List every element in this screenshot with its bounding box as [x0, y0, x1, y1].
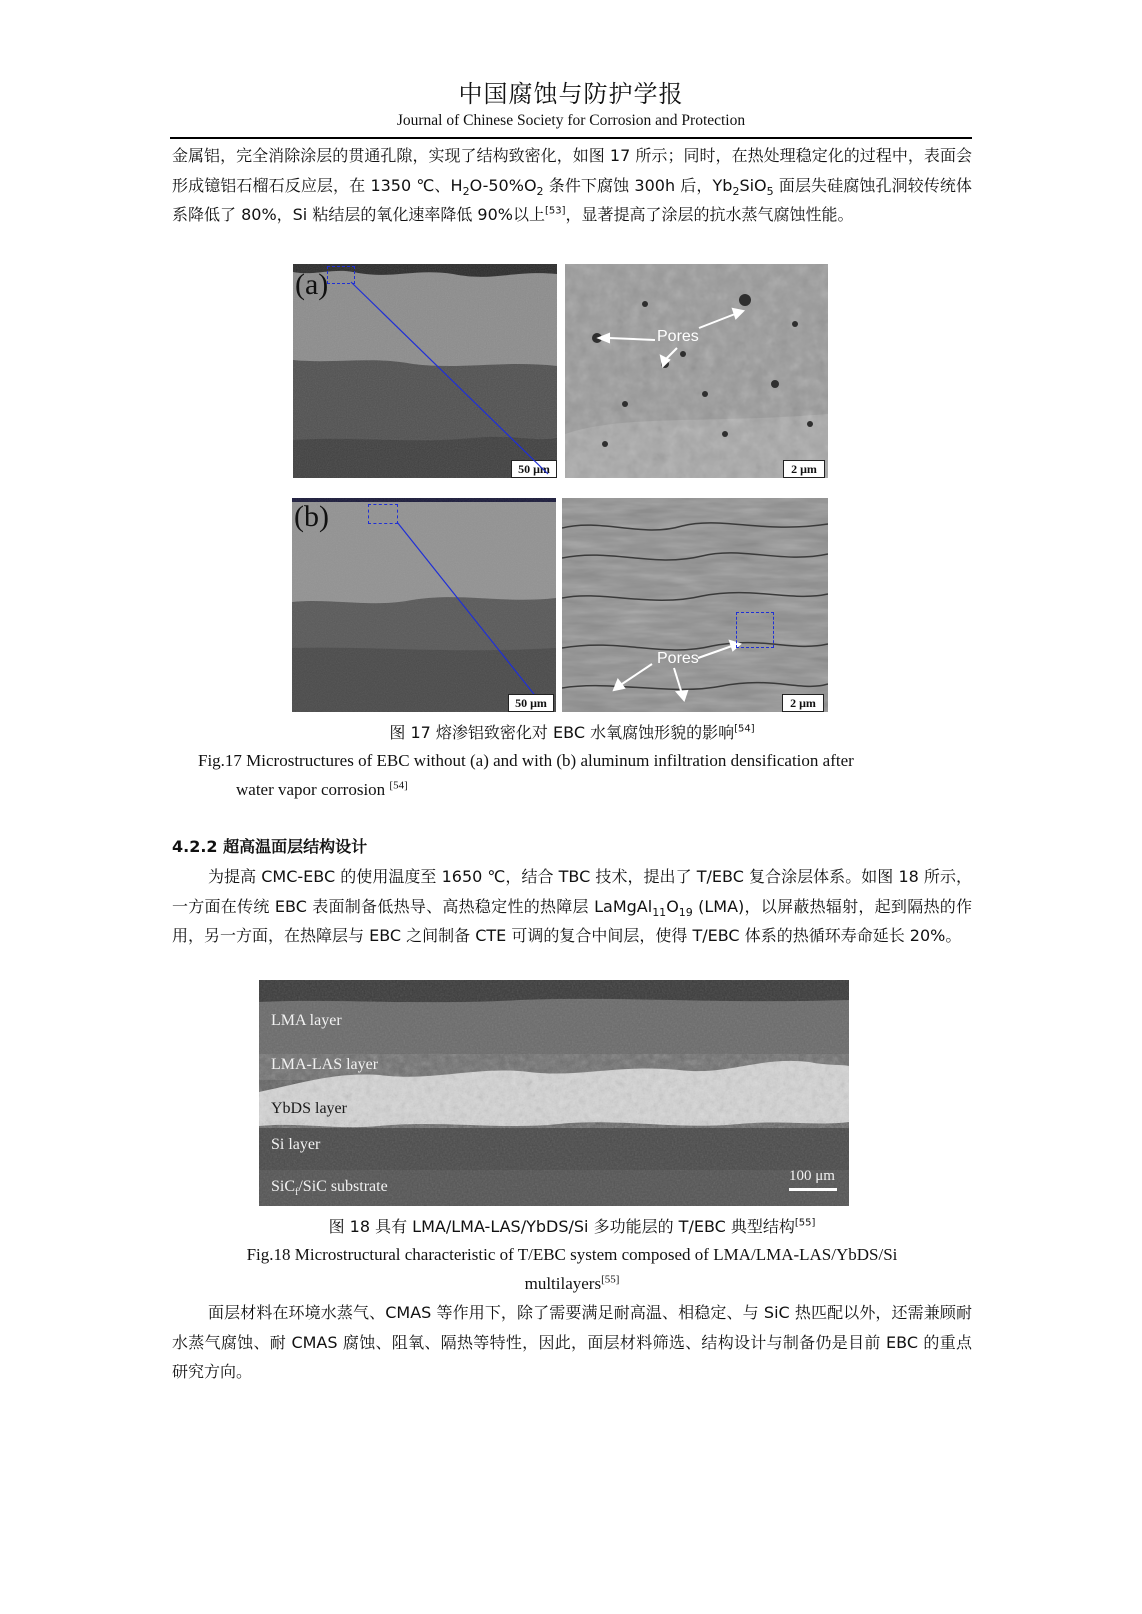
panel-letter-b: (b)	[294, 500, 329, 533]
figure17-panel-b-detail	[562, 498, 828, 712]
figure17-panel-a-detail	[565, 264, 828, 478]
scale-bar-label: 100 μm	[789, 1168, 835, 1184]
layer-label: Si layer	[271, 1136, 321, 1153]
zoom-box	[368, 504, 398, 524]
layer-label: LMA layer	[271, 1012, 342, 1029]
layer-label: SiC$_f$/SiC substrate	[271, 1178, 388, 1199]
paragraph-3: 面层材料在环境水蒸气、CMAS 等作用下，除了需要满足耐高温、相稳定、与 SiC 热匹配以外，还需兼顾耐水蒸气腐蚀、耐 CMAS 腐蚀、阻氧、隔热等特性，因此，面层材料筛选、结构设计与制备仍是目前 EBC 的重点研究方向。	[172, 1303, 972, 1381]
journal-title-cn: 中国腐蚀与防护学报	[458, 80, 684, 108]
panel-letter-a: (a)	[295, 268, 329, 301]
section-heading: 4.2.2 超高温面层结构设计	[172, 837, 368, 856]
figure17-caption-en-line2: water vapor corrosion [54]	[236, 779, 408, 799]
figure18-micrograph	[259, 980, 849, 1206]
figure17-panel-b-overview	[292, 498, 556, 712]
figure18-caption-en-line1: Fig.18 Microstructural characteristic of T/EBC system composed of LMA/LMA-LAS/YbDS/Si	[246, 1245, 898, 1264]
layer-label: YbDS layer	[271, 1100, 347, 1117]
figure17-caption-en-line1: Fig.17 Microstructures of EBC without (a) and with (b) aluminum infiltration densification after	[198, 751, 854, 770]
scale-bar: 2 μm	[783, 460, 825, 478]
header-rule	[170, 137, 972, 139]
zoom-connector	[293, 264, 557, 478]
scale-bar: 2 μm	[782, 694, 824, 712]
figure18-caption-en-line2: multilayers[55]	[524, 1273, 620, 1293]
scale-bar: 50 μm	[511, 460, 557, 478]
figure18-caption-cn: 图 18 具有 LMA/LMA-LAS/YbDS/Si 多功能层的 T/EBC 典型结构[55]	[328, 1217, 816, 1236]
figure17-caption-cn: 图 17 熔渗铝致密化对 EBC 水氧腐蚀形貌的影响[54]	[389, 723, 755, 742]
scale-bar: 50 μm	[508, 694, 554, 712]
journal-title-en: Journal of Chinese Society for Corrosion and Protection	[396, 112, 746, 129]
pores-label: Pores	[657, 328, 699, 345]
paragraph-1: 金属铝，完全消除涂层的贯通孔隙，实现了结构致密化，如图 17 所示；同时，在热处理稳定化的过程中，表面会形成镱铝石榴石反应层，在 1350 ℃、$H_2O-50\%O_2$ 条件下腐蚀 300h 后，$Yb_2SiO_5$ 面层失硅腐蚀孔洞较传统体系降低了 80%，Si 粘结层的氧化速率降低 90%以上[53]，显著提高了涂层的抗水蒸气腐蚀性能。	[172, 146, 972, 224]
pores-label: Pores	[657, 650, 699, 667]
layer-label: LMA-LAS layer	[271, 1056, 379, 1073]
zoom-box	[736, 612, 774, 648]
citation: [53]	[545, 205, 566, 217]
paragraph-2: 为提高 CMC-EBC 的使用温度至 1650 ℃，结合 TBC 技术，提出了 T/EBC 复合涂层体系。如图 18 所示，一方面在传统 EBC 表面制备低热导、高热稳定性的热障层 $LaMgAl_{11}O_{19}$ (LMA)，以屏蔽热辐射，起到隔热的作用，另一方面，在热障层与 EBC 之间制备 CTE 可调的复合中间层，使得 T/EBC 体系的热循环寿命延长 20%。	[172, 867, 972, 945]
